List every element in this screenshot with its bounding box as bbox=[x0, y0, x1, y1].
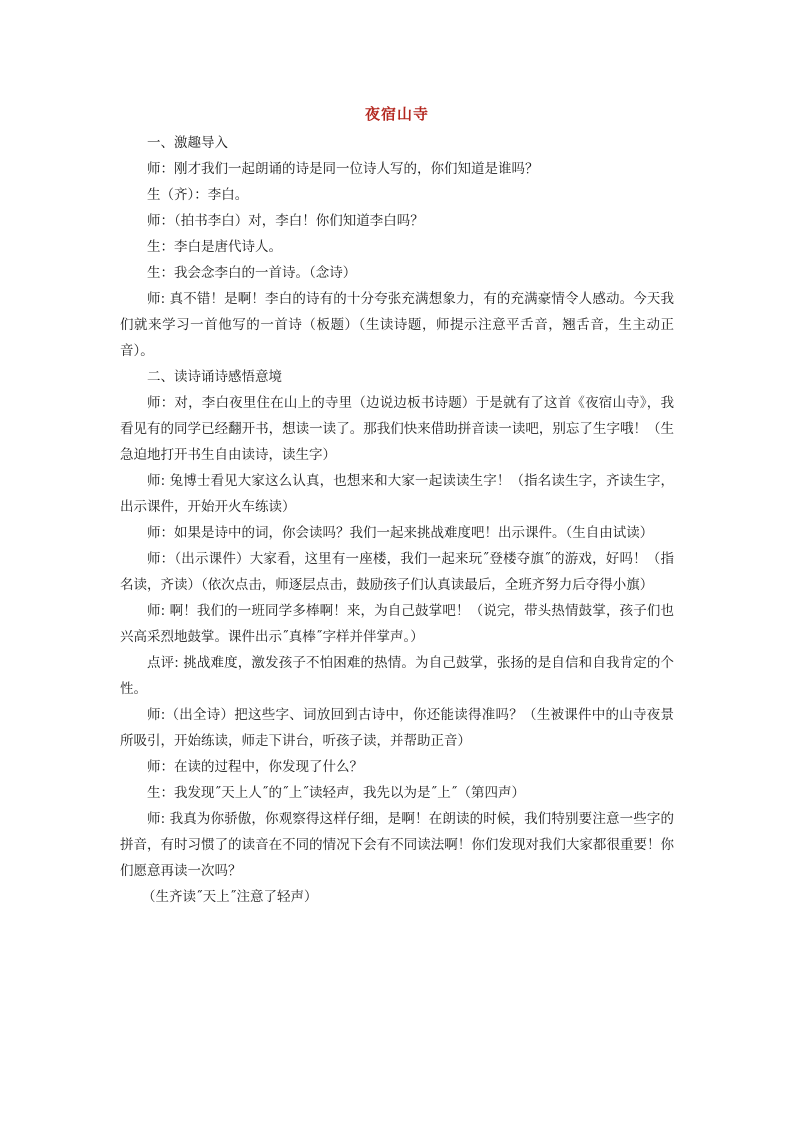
paragraph: 师：在读的过程中，你发现了什么？ bbox=[147, 759, 363, 775]
paragraph: 师：刚才我们一起朗诵的诗是同一位诗人写的，你们知道是谁吗？ bbox=[147, 161, 539, 177]
paragraph: 师: 啊！我们的一班同学多棒啊！来，为自己鼓掌吧！（说完，带头热情鼓掌，孩子们也兴高采烈地鼓掌。课件出示˝真棒˝字样并伴掌声。） bbox=[120, 603, 674, 645]
paragraph: 师: 我真为你骄傲，你观察得这样仔细，是啊！在朗读的时候，我们特别要注意一些字的拼音，有时习惯了的读音在不同的情况下会有不同读法啊！你们发现对我们大家都很重要！你们愿意再读一次吗？ bbox=[120, 811, 674, 879]
paragraph: 生：李白是唐代诗人。 bbox=[147, 239, 282, 255]
paragraph: （生齐读˝天上˝注意了轻声） bbox=[142, 889, 318, 905]
comment-paragraph: 点评: 挑战难度，激发孩子不怕困难的热情。为自己鼓掌，张扬的是自信和自我肯定的个性。 bbox=[120, 655, 674, 697]
paragraph: 师: 兔博士看见大家这么认真，也想来和大家一起读读生字！（指名读生字，齐读生字，出示课件，开始开火车练读） bbox=[120, 473, 674, 515]
paragraph: 师：（出示课件）大家看，这里有一座楼，我们一起来玩˝登楼夺旗˝的游戏，好吗！（指名读，齐读）（依次点击，师逐层点击，鼓励孩子们认真读最后，全班齐努力后夺得小旗） bbox=[120, 551, 674, 593]
document-page bbox=[120, 104, 674, 910]
paragraph: 师: 真不错！是啊！李白的诗有的十分夸张充满想象力，有的充满豪情令人感动。今天我们就来学习一首他写的一首诗（板题）（生读诗题，师提示注意平舌音，翘舌音，生主动正音）。 bbox=[120, 291, 674, 359]
paragraph: 师：对，李白夜里住在山上的寺里（边说边板书诗题）于是就有了这首《夜宿山寺》，我看见有的同学已经翻开书，想读一读了。那我们快来借助拼音读一读吧，别忘了生字哦！（生急迫地打开书生自由读诗，读生字） bbox=[120, 395, 674, 463]
paragraph: 生：我会念李白的一首诗。（念诗） bbox=[147, 265, 357, 281]
section-heading-intro: 一、激趣导入 bbox=[147, 135, 228, 151]
paragraph: 师：（拍书李白）对，李白！你们知道李白吗？ bbox=[147, 213, 424, 229]
paragraph: 生：我发现˝天上人˝的˝上˝读轻声，我先以为是˝上˝（第四声） bbox=[147, 785, 525, 801]
document-title: 夜宿山寺 bbox=[364, 105, 429, 123]
paragraph: 师:（出全诗）把这些字、词放回到古诗中，你还能读得准吗？（生被课件中的山寺夜景所吸引，开始练读，师走下讲台，听孩子读，并帮助正音） bbox=[120, 707, 674, 749]
section-heading-reading: 二、读诗诵诗感悟意境 bbox=[147, 369, 282, 385]
paragraph: 生（齐）：李白。 bbox=[147, 187, 249, 203]
paragraph: 师：如果是诗中的词，你会读吗？我们一起来挑战难度吧！出示课件。（生自由试读） bbox=[147, 525, 654, 541]
